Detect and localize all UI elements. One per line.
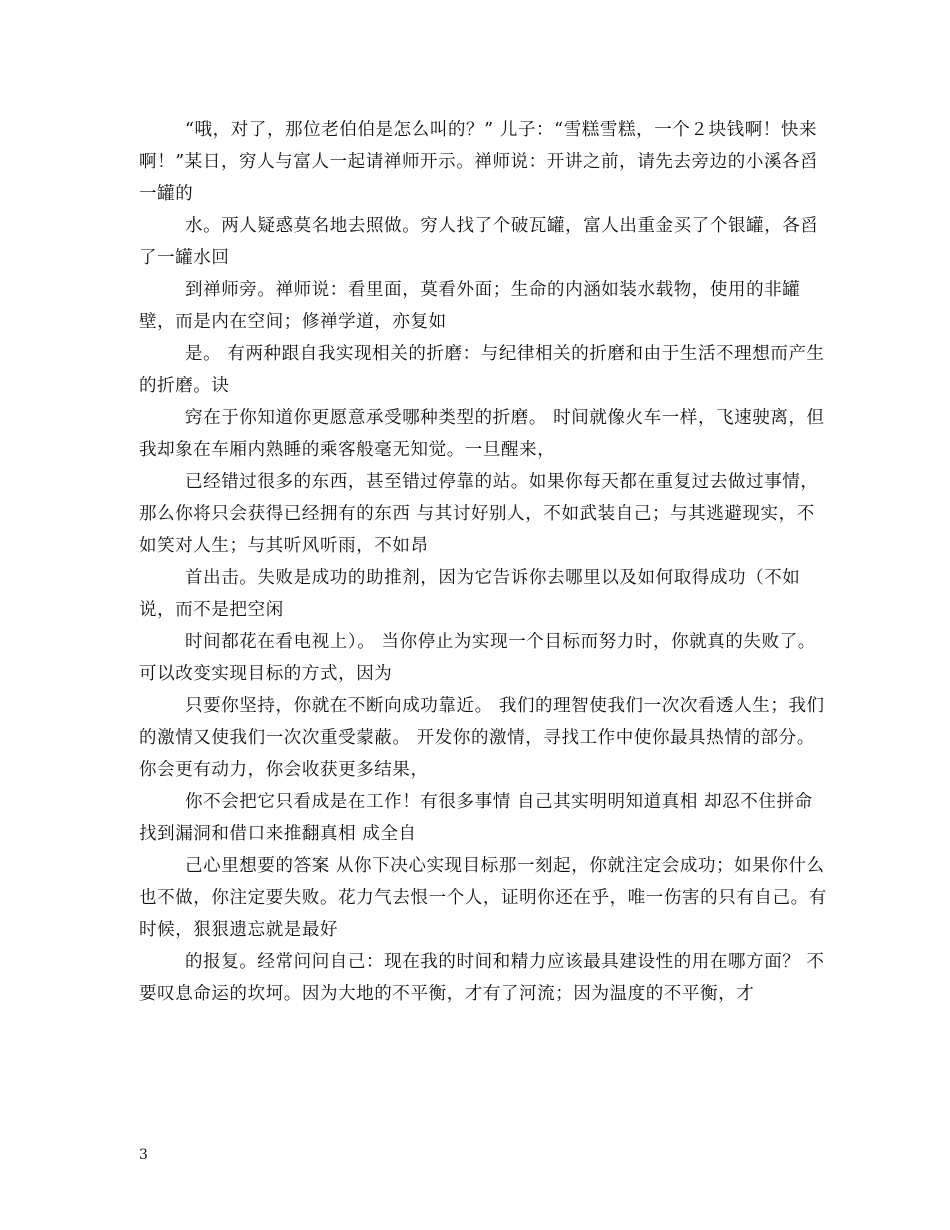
body-text (139, 114, 829, 1010)
paragraph: 时间都花在看电视上）。 当你停止为实现一个目标而努力时，你就真的失败了。可以改变实现目标的方式，因为 (139, 632, 816, 684)
paragraph: 是。 有两种跟自我实现相关的折磨：与纪律相关的折磨和由于生活不理想而产生的折磨。诀 (139, 344, 825, 396)
paragraph: 已经错过很多的东西，甚至错过停靠的站。如果你每天都在重复过去做过事情，那么你将只会获得已经拥有的东西 与其讨好别人，不如武装自己；与其逃避现实，不如笑对人生；与其听风听雨，不如昂 (139, 472, 819, 556)
paragraph: 到禅师旁。禅师说：看里面，莫看外面；生命的内涵如装水载物，使用的非罐壁，而是内在空间；修禅学道，亦复如 (139, 280, 801, 332)
paragraph: “哦，对了，那位老伯伯是怎么叫的？” 儿子：“雪糕雪糕，一个２块钱啊！快来啊！”某日，穷人与富人一起请禅师开示。禅师说：开讲之前，请先去旁边的小溪各舀一罐的 (139, 120, 819, 204)
paragraph: 的报复。经常问问自己：现在我的时间和精力应该最具建设性的用在哪方面？ 不要叹息命运的坎坷。因为大地的不平衡，才有了河流；因为温度的不平衡，才 (139, 952, 825, 1004)
page-number: 3 (139, 1147, 148, 1163)
paragraph: 首出击。失败是成功的助推剂，因为它告诉你去哪里以及如何取得成功（不如说，而不是把空闲 (139, 568, 801, 620)
paragraph: 水。两人疑惑莫名地去照做。穷人找了个破瓦罐，富人出重金买了个银罐，各舀了一罐水回 (139, 216, 819, 268)
paragraph: 只要你坚持，你就在不断向成功靠近。 我们的理智使我们一次次看透人生；我们的激情又使我们一次次重受蒙蔽。 开发你的激情，寻找工作中使你最具热情的部分。你会更有动力，你会收获更多结果， (139, 696, 825, 780)
paragraph: 你不会把它只看成是在工作！有很多事情 自己其实明明知道真相 却忍不住拼命找到漏洞和借口来推翻真相 成全自 (139, 792, 813, 844)
paragraph: 窍在于你知道你更愿意承受哪种类型的折磨。 时间就像火车一样，飞速驶离，但我却象在车厢内熟睡的乘客般毫无知觉。一旦醒来， (139, 408, 825, 460)
paragraph: 己心里想要的答案 从你下决心实现目标那一刻起，你就注定会成功；如果你什么也不做，你注定要失败。花力气去恨一个人，证明你还在乎，唯一伤害的只有自己。有时候，狠狠遗忘就是最好 (139, 856, 827, 940)
